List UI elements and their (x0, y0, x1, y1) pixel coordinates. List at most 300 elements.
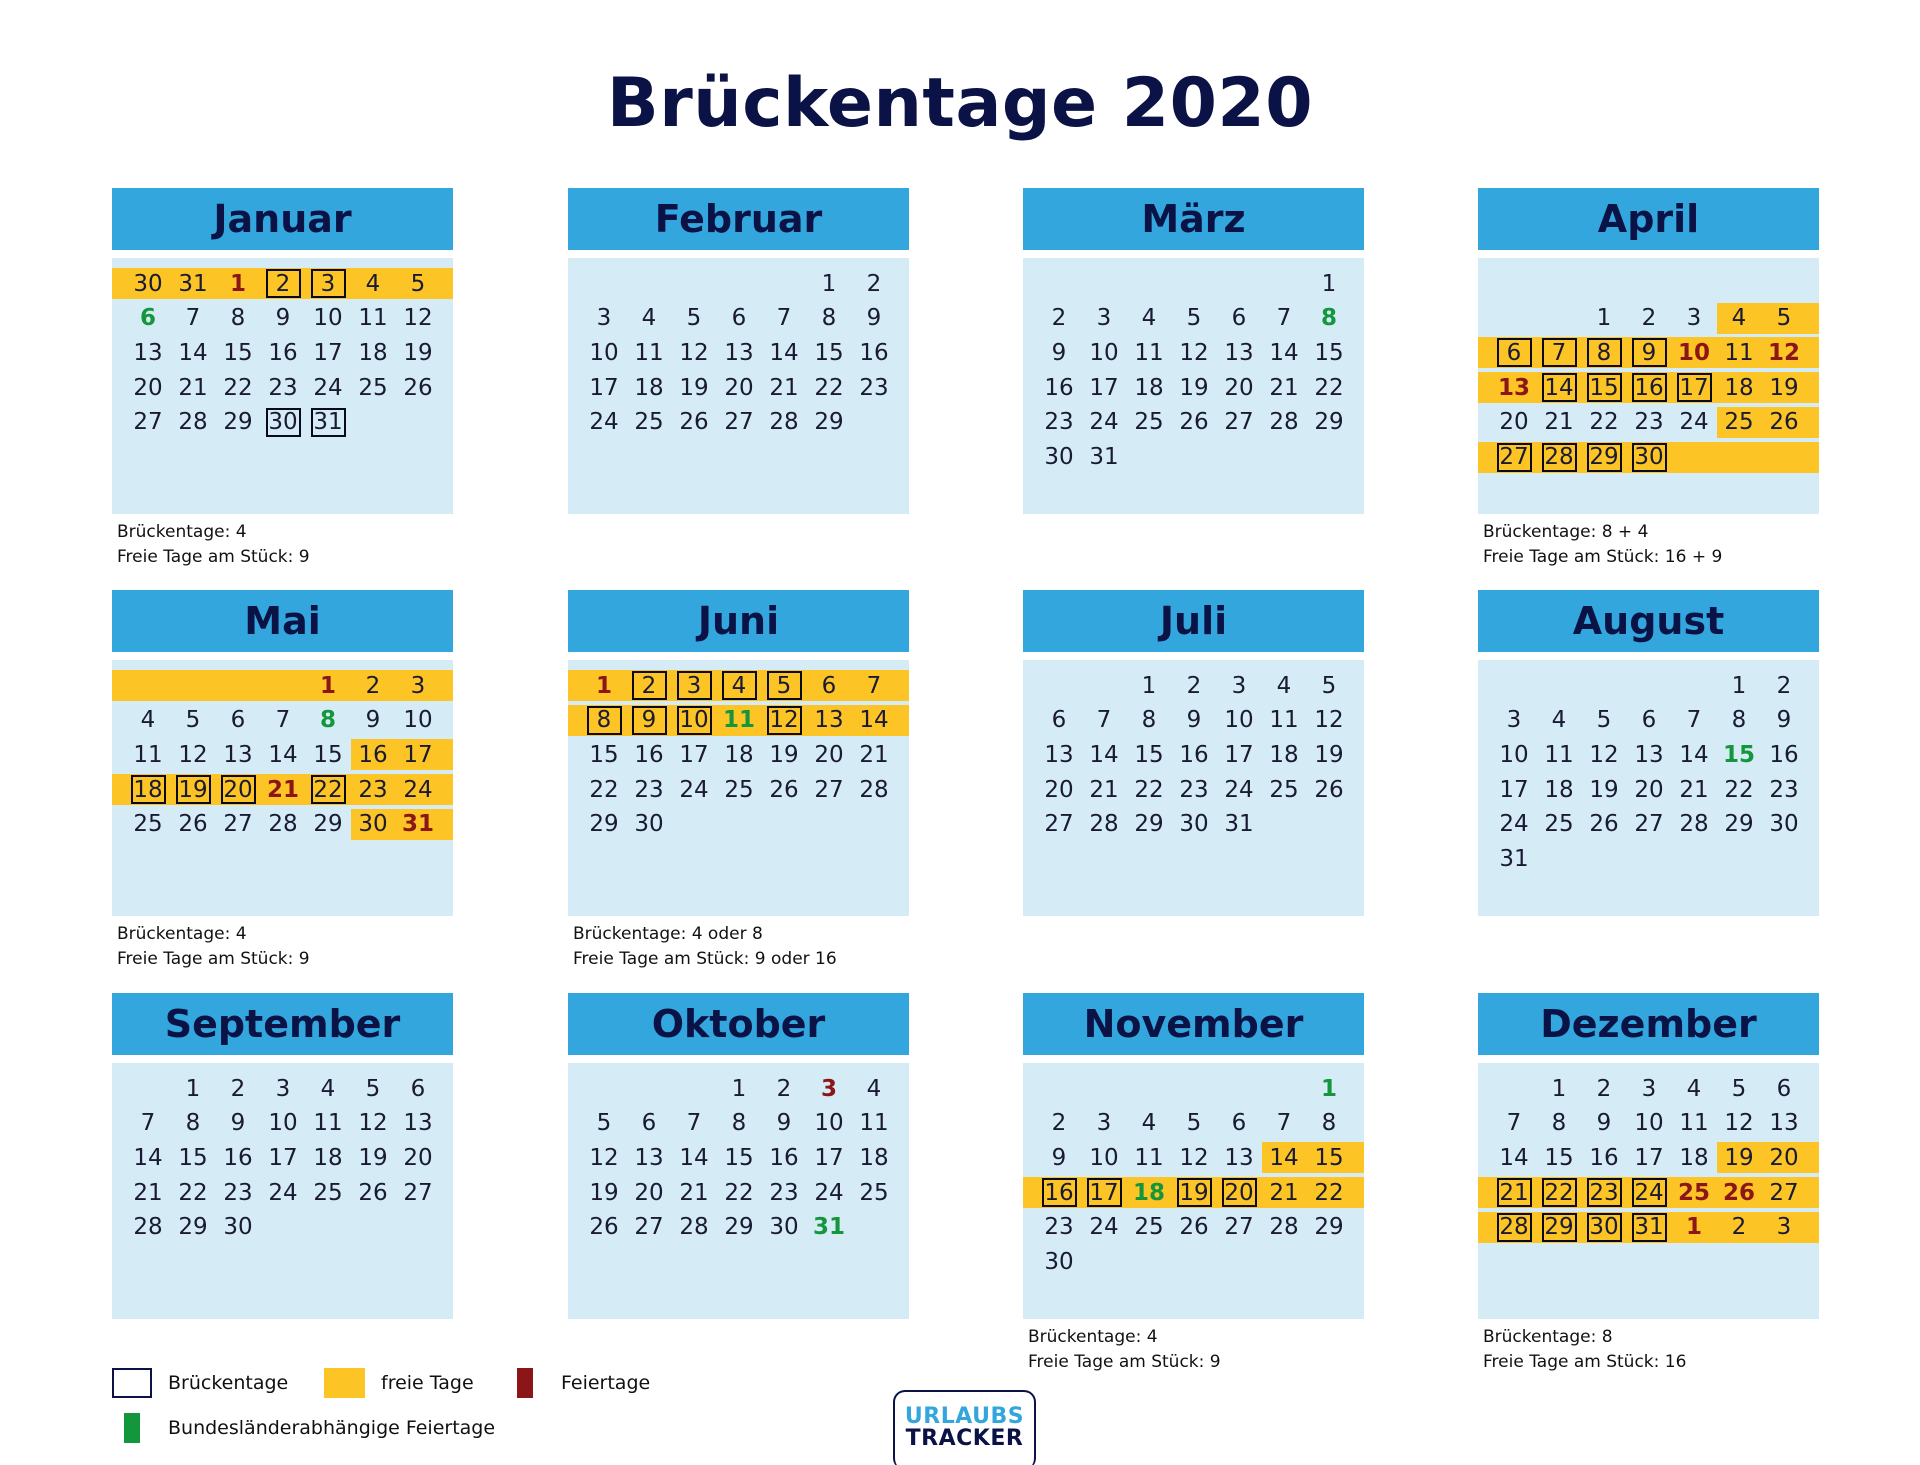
day-cell: 22 (1589, 409, 1619, 436)
day-cell: 5 (767, 671, 802, 700)
day-cell: 24 (268, 1179, 298, 1206)
day-cell: 25 (859, 1179, 889, 1206)
day-cell: 22 (311, 775, 346, 804)
week-row (1023, 774, 1364, 805)
day-cell: 28 (769, 409, 799, 436)
day-cell: 11 (1134, 339, 1164, 366)
day-cell: 20 (403, 1144, 433, 1171)
week-row (1023, 372, 1364, 403)
day-cell: 19 (403, 339, 433, 366)
month-days (112, 1063, 453, 1319)
day-cell: 19 (1769, 374, 1799, 401)
day-cell: 8 (1320, 305, 1337, 332)
day-cell: 13 (814, 707, 844, 734)
day-cell: 21 (1679, 776, 1709, 803)
day-cell: 8 (230, 305, 246, 332)
day-cell: 3 (596, 305, 612, 332)
day-cell: 5 (410, 270, 426, 297)
month-note-line: Freie Tage am Stück: 9 (1028, 1352, 1221, 1372)
day-cell: 17 (679, 741, 709, 768)
day-cell: 16 (1769, 741, 1799, 768)
day-cell: 11 (634, 339, 664, 366)
week-row (568, 1073, 909, 1104)
day-cell: 5 (1731, 1075, 1747, 1102)
day-cell: 16 (223, 1144, 253, 1171)
day-cell: 13 (1224, 339, 1254, 366)
month-note (1483, 520, 1722, 570)
week-row (112, 337, 453, 368)
day-cell: 14 (769, 339, 799, 366)
day-cell: 26 (589, 1214, 619, 1241)
day-cell: 2 (866, 270, 882, 297)
day-cell: 31 (311, 408, 346, 437)
day-cell: 13 (1044, 741, 1074, 768)
day-cell: 19 (1724, 1144, 1754, 1171)
month-days (1478, 1063, 1819, 1319)
month-5 (568, 590, 909, 916)
day-cell: 30 (1587, 1213, 1622, 1242)
day-cell: 14 (859, 707, 889, 734)
month-7 (1478, 590, 1819, 916)
day-cell: 11 (859, 1110, 889, 1137)
day-cell: 14 (1269, 1144, 1299, 1171)
month-4 (112, 590, 453, 916)
day-cell: 20 (221, 775, 256, 804)
week-row (568, 774, 909, 805)
day-cell: 15 (1544, 1144, 1574, 1171)
day-cell: 11 (1544, 741, 1574, 768)
day-cell: 20 (814, 741, 844, 768)
day-cell: 15 (1134, 741, 1164, 768)
day-cell: 14 (1089, 741, 1119, 768)
month-title: Oktober (568, 993, 909, 1059)
day-cell: 1 (595, 672, 612, 699)
day-cell: 1 (1731, 672, 1747, 699)
day-cell: 8 (731, 1110, 747, 1137)
month-3 (1478, 188, 1819, 514)
day-cell: 22 (724, 1179, 754, 1206)
day-cell: 21 (266, 776, 299, 803)
week-row (1023, 1212, 1364, 1243)
day-cell: 31 (401, 811, 434, 838)
day-cell: 24 (1224, 776, 1254, 803)
day-cell: 6 (230, 707, 246, 734)
day-cell: 28 (178, 409, 208, 436)
day-cell: 17 (268, 1144, 298, 1171)
day-cell: 8 (185, 1110, 201, 1137)
day-cell: 4 (365, 270, 381, 297)
month-6 (1023, 590, 1364, 916)
day-cell: 26 (679, 409, 709, 436)
day-cell: 20 (724, 374, 754, 401)
day-cell: 27 (724, 409, 754, 436)
day-cell: 29 (178, 1214, 208, 1241)
day-cell: 25 (1544, 811, 1574, 838)
week-row (1478, 407, 1819, 438)
day-cell: 6 (1231, 1110, 1247, 1137)
day-cell: 29 (1314, 1214, 1344, 1241)
month-days (568, 1063, 909, 1319)
day-cell: 1 (1551, 1075, 1567, 1102)
day-cell: 26 (1179, 1214, 1209, 1241)
day-cell: 12 (1589, 741, 1619, 768)
legend-free-swatch (324, 1368, 365, 1398)
month-8 (112, 993, 453, 1319)
day-cell: 30 (1044, 444, 1074, 470)
day-cell: 5 (686, 305, 702, 332)
day-cell: 19 (1589, 776, 1619, 803)
day-cell: 13 (1497, 374, 1530, 401)
month-title: Mai (112, 590, 453, 656)
month-note-line: Freie Tage am Stück: 9 (117, 949, 310, 969)
day-cell: 16 (634, 741, 664, 768)
day-cell: 18 (1134, 374, 1164, 401)
day-cell: 24 (1089, 409, 1119, 436)
day-cell: 23 (634, 776, 664, 803)
day-cell: 25 (1269, 776, 1299, 803)
day-cell: 23 (859, 374, 889, 401)
day-cell: 22 (178, 1179, 208, 1206)
day-cell: 1 (821, 270, 837, 297)
day-cell: 20 (1499, 409, 1529, 436)
day-cell: 23 (1044, 409, 1074, 436)
month-days (1478, 660, 1819, 916)
day-cell: 26 (178, 811, 208, 838)
day-cell: 22 (589, 776, 619, 803)
day-cell: 7 (1686, 707, 1702, 734)
day-cell: 28 (1497, 1213, 1532, 1242)
day-cell: 2 (776, 1075, 792, 1102)
day-cell: 14 (133, 1144, 163, 1171)
day-cell: 5 (1321, 672, 1337, 699)
day-cell: 7 (1506, 1110, 1522, 1137)
day-cell: 6 (410, 1075, 426, 1102)
month-note-line: Brückentage: 4 oder 8 (573, 924, 763, 944)
day-cell: 30 (769, 1214, 799, 1241)
day-cell: 4 (1686, 1075, 1702, 1102)
day-cell: 14 (1269, 339, 1299, 366)
day-cell: 8 (1321, 1110, 1337, 1137)
week-row (568, 809, 909, 840)
day-cell: 27 (1044, 811, 1074, 838)
week-row (1023, 705, 1364, 736)
day-cell: 31 (178, 270, 208, 297)
day-cell: 19 (176, 775, 211, 804)
day-cell: 20 (1224, 374, 1254, 401)
day-cell: 23 (1179, 776, 1209, 803)
day-cell: 25 (358, 374, 388, 401)
day-cell: 2 (1731, 1214, 1747, 1241)
day-cell: 17 (814, 1144, 844, 1171)
day-cell: 18 (634, 374, 664, 401)
day-cell: 26 (403, 374, 433, 401)
day-cell: 27 (1634, 811, 1664, 838)
day-cell: 12 (1314, 707, 1344, 734)
day-cell: 10 (1677, 339, 1710, 366)
day-cell: 10 (677, 706, 712, 735)
month-2 (1023, 188, 1364, 514)
day-cell: 5 (1776, 305, 1792, 332)
week-row (568, 268, 909, 299)
day-cell: 24 (403, 776, 433, 803)
day-cell: 11 (1134, 1144, 1164, 1171)
day-cell: 10 (1499, 741, 1529, 768)
week-row (568, 670, 909, 701)
day-cell: 9 (866, 305, 882, 332)
day-cell: 26 (1314, 776, 1344, 803)
legend-holiday-swatch (517, 1368, 533, 1398)
day-cell: 19 (589, 1179, 619, 1206)
day-cell: 23 (769, 1179, 799, 1206)
day-cell: 1 (185, 1075, 201, 1102)
day-cell: 12 (358, 1110, 388, 1137)
month-note-line: Brückentage: 4 (1028, 1327, 1158, 1347)
day-cell: 1 (1596, 305, 1612, 332)
month-title: September (112, 993, 453, 1059)
day-cell: 22 (814, 374, 844, 401)
month-1 (568, 188, 909, 514)
day-cell: 18 (1679, 1144, 1709, 1171)
day-cell: 12 (403, 305, 433, 332)
day-cell: 1 (1141, 672, 1157, 699)
day-cell: 18 (131, 775, 166, 804)
day-cell: 17 (1089, 374, 1119, 401)
day-cell: 17 (589, 374, 619, 401)
day-cell: 6 (1641, 707, 1657, 734)
week-row (1478, 268, 1819, 299)
week-row (568, 1177, 909, 1208)
week-row (1478, 809, 1819, 840)
week-row (112, 303, 453, 334)
day-cell: 29 (814, 409, 844, 436)
month-note-line: Freie Tage am Stück: 16 (1483, 1352, 1687, 1372)
month-days (1478, 258, 1819, 514)
day-cell: 29 (223, 409, 253, 436)
week-row (1023, 407, 1364, 438)
day-cell: 20 (133, 374, 163, 401)
day-cell: 30 (1769, 811, 1799, 838)
day-cell: 26 (1769, 409, 1799, 436)
day-cell: 29 (589, 811, 619, 838)
day-cell: 18 (859, 1144, 889, 1171)
week-row (1478, 372, 1819, 403)
day-cell: 30 (358, 811, 388, 838)
month-note-line: Brückentage: 4 (117, 522, 247, 542)
day-cell: 15 (178, 1144, 208, 1171)
month-note-line: Freie Tage am Stück: 9 (117, 547, 310, 567)
day-cell: 3 (1096, 305, 1112, 332)
week-row (112, 774, 453, 805)
day-cell: 3 (1231, 672, 1247, 699)
day-cell: 30 (1179, 811, 1209, 838)
day-cell: 20 (1222, 1178, 1257, 1207)
day-cell: 3 (311, 269, 346, 298)
day-cell: 16 (268, 339, 298, 366)
day-cell: 27 (1497, 443, 1532, 472)
day-cell: 3 (1096, 1110, 1112, 1137)
day-cell: 11 (722, 707, 755, 734)
day-cell: 8 (1587, 338, 1622, 367)
day-cell: 21 (1269, 374, 1299, 401)
week-row (568, 1212, 909, 1243)
day-cell: 26 (1589, 811, 1619, 838)
day-cell: 7 (1542, 338, 1577, 367)
day-cell: 3 (275, 1075, 291, 1102)
day-cell: 30 (133, 270, 163, 297)
day-cell: 5 (1186, 1110, 1202, 1137)
day-cell: 19 (1179, 374, 1209, 401)
day-cell: 4 (1731, 305, 1747, 332)
week-row (1478, 774, 1819, 805)
day-cell: 27 (814, 776, 844, 803)
week-row (568, 1108, 909, 1139)
day-cell: 27 (1224, 409, 1254, 436)
week-row (1023, 1142, 1364, 1173)
day-cell: 23 (223, 1179, 253, 1206)
month-days (112, 660, 453, 916)
day-cell: 15 (313, 741, 343, 768)
week-row (568, 1142, 909, 1173)
day-cell: 15 (724, 1144, 754, 1171)
day-cell: 10 (1089, 1144, 1119, 1171)
day-cell: 24 (679, 776, 709, 803)
week-row (112, 670, 453, 701)
day-cell: 2 (365, 672, 381, 699)
day-cell: 4 (722, 671, 757, 700)
day-cell: 16 (1042, 1178, 1077, 1207)
month-title: März (1023, 188, 1364, 254)
day-cell: 16 (859, 339, 889, 366)
week-row (1478, 1212, 1819, 1243)
day-cell: 19 (679, 374, 709, 401)
day-cell: 18 (1544, 776, 1574, 803)
day-cell: 31 (1632, 1213, 1667, 1242)
day-cell: 9 (776, 1110, 792, 1137)
day-cell: 27 (403, 1179, 433, 1206)
logo-line-1: URLAUBS (904, 1404, 1025, 1429)
day-cell: 6 (821, 672, 837, 699)
day-cell: 30 (223, 1214, 253, 1241)
day-cell: 27 (1769, 1179, 1799, 1206)
day-cell: 15 (589, 741, 619, 768)
week-row (1023, 1247, 1364, 1278)
day-cell: 28 (679, 1214, 709, 1241)
logo-line-2: TRACKER (905, 1426, 1024, 1451)
day-cell: 3 (1686, 305, 1702, 332)
day-cell: 22 (1134, 776, 1164, 803)
day-cell: 12 (178, 741, 208, 768)
day-cell: 13 (403, 1110, 433, 1137)
day-cell: 23 (1587, 1178, 1622, 1207)
day-cell: 11 (313, 1110, 343, 1137)
day-cell: 22 (1314, 374, 1344, 401)
day-cell: 16 (1179, 741, 1209, 768)
day-cell: 2 (632, 671, 667, 700)
day-cell: 22 (1314, 1179, 1344, 1206)
week-row (112, 1073, 453, 1104)
day-cell: 14 (268, 741, 298, 768)
day-cell: 29 (1134, 811, 1164, 838)
day-cell: 28 (859, 776, 889, 803)
day-cell: 9 (1776, 707, 1792, 734)
week-row (1478, 670, 1819, 701)
day-cell: 9 (230, 1110, 246, 1137)
day-cell: 20 (634, 1179, 664, 1206)
day-cell: 12 (1179, 339, 1209, 366)
day-cell: 18 (1132, 1179, 1165, 1206)
week-row (1023, 1108, 1364, 1139)
day-cell: 17 (1634, 1144, 1664, 1171)
day-cell: 30 (1632, 443, 1667, 472)
day-cell: 21 (133, 1179, 163, 1206)
week-row (1478, 442, 1819, 473)
day-cell: 21 (1269, 1179, 1299, 1206)
day-cell: 5 (1186, 305, 1202, 332)
day-cell: 13 (1634, 741, 1664, 768)
week-row (1478, 1142, 1819, 1173)
day-cell: 31 (812, 1214, 845, 1241)
day-cell: 25 (313, 1179, 343, 1206)
day-cell: 23 (358, 776, 388, 803)
day-cell: 17 (1224, 741, 1254, 768)
day-cell: 25 (1134, 1214, 1164, 1241)
week-row (568, 407, 909, 438)
page-title: Brückentage 2020 (606, 64, 1314, 143)
day-cell: 9 (1596, 1110, 1612, 1137)
day-cell: 8 (821, 305, 837, 332)
day-cell: 28 (1542, 443, 1577, 472)
week-row (568, 337, 909, 368)
day-cell: 17 (1499, 776, 1529, 803)
day-cell: 19 (769, 741, 799, 768)
day-cell: 10 (403, 707, 433, 734)
week-row (1478, 705, 1819, 736)
month-title: Februar (568, 188, 909, 254)
week-row (1023, 1073, 1364, 1104)
day-cell: 1 (1320, 1075, 1337, 1102)
day-cell: 24 (1499, 811, 1529, 838)
day-cell: 10 (1089, 339, 1119, 366)
day-cell: 14 (1679, 741, 1709, 768)
day-cell: 20 (1634, 776, 1664, 803)
day-cell: 18 (724, 741, 754, 768)
day-cell: 10 (814, 1110, 844, 1137)
month-days (1023, 258, 1364, 514)
legend-regional-label: Bundesländerabhängige Feiertage (168, 1417, 496, 1439)
day-cell: 3 (1641, 1075, 1657, 1102)
day-cell: 6 (139, 305, 156, 332)
day-cell: 16 (1589, 1144, 1619, 1171)
day-cell: 5 (185, 707, 201, 734)
day-cell: 14 (1499, 1144, 1529, 1171)
day-cell: 26 (358, 1179, 388, 1206)
day-cell: 19 (1314, 741, 1344, 768)
day-cell: 5 (365, 1075, 381, 1102)
day-cell: 23 (1044, 1214, 1074, 1241)
day-cell: 6 (1497, 338, 1532, 367)
week-row (112, 1177, 453, 1208)
day-cell: 10 (1634, 1110, 1664, 1137)
day-cell: 28 (133, 1214, 163, 1241)
day-cell: 7 (686, 1110, 702, 1137)
month-note-line: Brückentage: 4 (117, 924, 247, 944)
day-cell: 4 (320, 1075, 336, 1102)
day-cell: 30 (1044, 1249, 1074, 1275)
day-cell: 7 (1276, 1110, 1292, 1137)
day-cell: 12 (1179, 1144, 1209, 1171)
day-cell: 29 (1542, 1213, 1577, 1242)
day-cell: 8 (319, 707, 336, 734)
